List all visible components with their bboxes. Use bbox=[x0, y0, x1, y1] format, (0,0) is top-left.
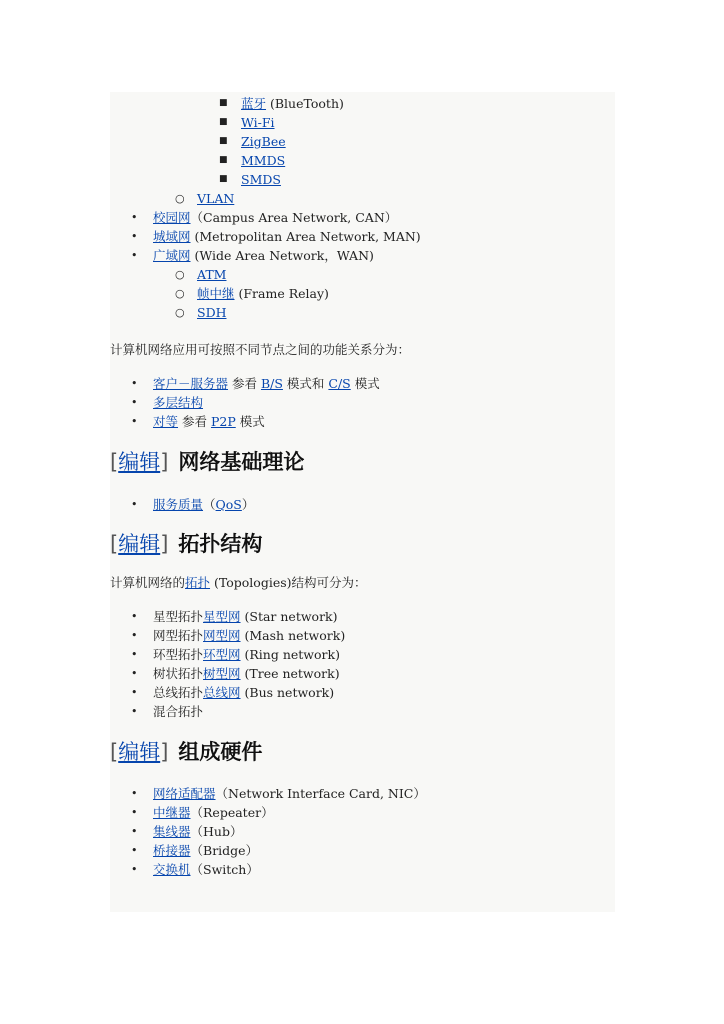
list-item bbox=[110, 495, 615, 514]
link-wifi[interactable]: Wi-Fi bbox=[241, 115, 275, 130]
item-text: 模式 bbox=[235, 414, 265, 429]
list-item bbox=[110, 803, 615, 822]
item-text: （Bridge） bbox=[190, 843, 259, 858]
bracket-close: ] bbox=[160, 532, 169, 556]
list-item bbox=[110, 170, 615, 189]
section-title: 组成硬件 bbox=[178, 740, 263, 764]
link-bus[interactable]: 总线网 bbox=[203, 685, 241, 700]
disc-bullet: • bbox=[131, 844, 138, 857]
link-service-quality[interactable]: 服务质量 bbox=[153, 497, 204, 512]
item-text: 参看 bbox=[228, 376, 261, 391]
item-text: （Campus Area Network, CAN） bbox=[190, 210, 398, 225]
disc-bullet: • bbox=[131, 610, 138, 623]
list-item bbox=[110, 374, 615, 393]
item-text: （Switch） bbox=[190, 862, 259, 877]
link-tree[interactable]: 树型网 bbox=[203, 666, 241, 681]
list-item bbox=[110, 645, 615, 664]
list-item bbox=[110, 265, 615, 284]
item-text: 环型拓扑 bbox=[153, 647, 204, 662]
list-item bbox=[110, 284, 615, 303]
bracket-open: [ bbox=[110, 450, 119, 474]
link-bridge[interactable]: 桥接器 bbox=[153, 843, 191, 858]
link-sdh[interactable]: SDH bbox=[197, 305, 227, 320]
link-multitier[interactable]: 多层结构 bbox=[153, 395, 204, 410]
link-bluetooth[interactable]: 蓝牙 bbox=[241, 96, 267, 111]
disc-bullet: • bbox=[131, 787, 138, 800]
list-item bbox=[110, 412, 615, 431]
list-item bbox=[110, 664, 615, 683]
item-text: (Bus network) bbox=[240, 685, 335, 700]
list-item bbox=[110, 607, 615, 626]
square-bullet: ■ bbox=[219, 136, 228, 146]
bracket-open: [ bbox=[110, 740, 119, 764]
topology-intro bbox=[110, 573, 615, 592]
link-hub[interactable]: 集线器 bbox=[153, 824, 191, 839]
item-text: 星型拓扑 bbox=[153, 609, 204, 624]
link-wan[interactable]: 广域网 bbox=[153, 248, 191, 263]
bracket-open: [ bbox=[110, 532, 119, 556]
disc-bullet: • bbox=[131, 825, 138, 838]
disc-bullet: • bbox=[131, 498, 138, 511]
lan-sublist bbox=[110, 189, 615, 208]
disc-bullet: • bbox=[131, 230, 138, 243]
list-item bbox=[110, 132, 615, 151]
disc-bullet: • bbox=[131, 806, 138, 819]
topology-list bbox=[110, 607, 615, 721]
list-item bbox=[110, 841, 615, 860]
link-mesh[interactable]: 网型网 bbox=[203, 628, 241, 643]
bracket-close: ] bbox=[160, 450, 169, 474]
item-text: (Star network) bbox=[240, 609, 338, 624]
item-text: (BlueTooth) bbox=[266, 96, 344, 111]
item-text: （Repeater） bbox=[190, 805, 274, 820]
link-cs[interactable]: C/S bbox=[328, 376, 351, 391]
intro-text: (Topologies)结构可分为： bbox=[210, 575, 367, 590]
circle-bullet: ○ bbox=[175, 192, 185, 205]
link-ring[interactable]: 环型网 bbox=[203, 647, 241, 662]
list-item bbox=[110, 626, 615, 645]
list-item bbox=[110, 94, 615, 113]
disc-bullet: • bbox=[131, 377, 138, 390]
link-qos[interactable]: QoS bbox=[215, 497, 242, 512]
link-switch[interactable]: 交换机 bbox=[153, 862, 191, 877]
section-title: 拓扑结构 bbox=[178, 532, 263, 556]
link-star[interactable]: 星型网 bbox=[203, 609, 241, 624]
item-text: 模式和 bbox=[282, 376, 329, 391]
item-text: 树状拓扑 bbox=[153, 666, 204, 681]
item-text: 模式 bbox=[350, 376, 380, 391]
list-item bbox=[110, 702, 615, 721]
square-bullet: ■ bbox=[219, 155, 228, 165]
list-item bbox=[110, 303, 615, 322]
link-smds[interactable]: SMDS bbox=[241, 172, 281, 187]
article-content bbox=[110, 92, 615, 912]
link-man[interactable]: 城域网 bbox=[153, 229, 191, 244]
circle-bullet: ○ bbox=[175, 287, 185, 300]
disc-bullet: • bbox=[131, 249, 138, 262]
list-item bbox=[110, 227, 615, 246]
function-intro: 计算机网络应用可按照不同节点之间的功能关系分为： bbox=[110, 342, 411, 357]
link-can[interactable]: 校园网 bbox=[153, 210, 191, 225]
disc-bullet: • bbox=[131, 211, 138, 224]
list-item bbox=[110, 113, 615, 132]
edit-link[interactable]: 编辑 bbox=[118, 450, 161, 474]
link-frame-relay[interactable]: 帧中继 bbox=[197, 286, 235, 301]
intro-text: 计算机网络的 bbox=[110, 575, 186, 590]
theory-list bbox=[110, 495, 615, 514]
list-item bbox=[110, 208, 615, 227]
link-p2p[interactable]: P2P bbox=[210, 414, 236, 429]
disc-bullet: • bbox=[131, 667, 138, 680]
edit-link[interactable]: 编辑 bbox=[118, 740, 161, 764]
circle-bullet: ○ bbox=[175, 306, 185, 319]
disc-bullet: • bbox=[131, 705, 138, 718]
hardware-list bbox=[110, 784, 615, 879]
disc-bullet: • bbox=[131, 629, 138, 642]
disc-bullet: • bbox=[131, 415, 138, 428]
disc-bullet: • bbox=[131, 648, 138, 661]
item-text: (Metropolitan Area Network, MAN) bbox=[190, 229, 421, 244]
item-text: （Hub） bbox=[190, 824, 243, 839]
section-heading-theory bbox=[110, 447, 615, 477]
link-repeater[interactable]: 中继器 bbox=[153, 805, 191, 820]
item-text: (Mash network) bbox=[240, 628, 346, 643]
list-item bbox=[110, 683, 615, 702]
circle-bullet: ○ bbox=[175, 268, 185, 281]
link-nic[interactable]: 网络适配器 bbox=[153, 786, 216, 801]
edit-link[interactable]: 编辑 bbox=[118, 532, 161, 556]
section-heading-hardware bbox=[110, 737, 615, 767]
list-item bbox=[110, 822, 615, 841]
list-item bbox=[110, 246, 615, 265]
function-list bbox=[110, 374, 615, 431]
list-item bbox=[110, 784, 615, 803]
wireless-sublist bbox=[110, 94, 615, 189]
square-bullet: ■ bbox=[219, 98, 228, 108]
item-text: 网型拓扑 bbox=[153, 628, 204, 643]
square-bullet: ■ bbox=[219, 117, 228, 127]
list-item bbox=[110, 151, 615, 170]
item-text: （Network Interface Card, NIC） bbox=[215, 786, 426, 801]
item-text: 参看 bbox=[178, 414, 211, 429]
item-text: (Frame Relay) bbox=[234, 286, 329, 301]
list-item bbox=[110, 393, 615, 412]
link-bs[interactable]: B/S bbox=[260, 376, 283, 391]
link-mmds[interactable]: MMDS bbox=[241, 153, 286, 168]
square-bullet: ■ bbox=[219, 174, 228, 184]
list-item bbox=[110, 189, 615, 208]
section-title: 网络基础理论 bbox=[178, 450, 305, 474]
disc-bullet: • bbox=[131, 686, 138, 699]
disc-bullet: • bbox=[131, 396, 138, 409]
wan-sublist bbox=[110, 265, 615, 322]
item-text: (Wide Area Network，WAN) bbox=[190, 248, 374, 263]
item-text: (Ring network) bbox=[240, 647, 340, 662]
item-text: （ bbox=[203, 497, 216, 512]
area-network-list bbox=[110, 208, 615, 265]
list-item bbox=[110, 860, 615, 879]
link-vlan[interactable]: VLAN bbox=[197, 191, 235, 206]
item-text: 混合拓扑 bbox=[153, 704, 204, 719]
link-zigbee[interactable]: ZigBee bbox=[241, 134, 286, 149]
item-text: (Tree network) bbox=[240, 666, 340, 681]
section-heading-topology bbox=[110, 529, 615, 559]
link-peer[interactable]: 对等 bbox=[153, 414, 179, 429]
item-text: ） bbox=[241, 497, 255, 512]
bracket-close: ] bbox=[160, 740, 169, 764]
item-text: 总线拓扑 bbox=[153, 685, 204, 700]
disc-bullet: • bbox=[131, 863, 138, 876]
link-topology[interactable]: 拓扑 bbox=[185, 575, 211, 590]
link-atm[interactable]: ATM bbox=[197, 267, 227, 282]
link-client-server[interactable]: 客户－服务器 bbox=[153, 376, 229, 391]
